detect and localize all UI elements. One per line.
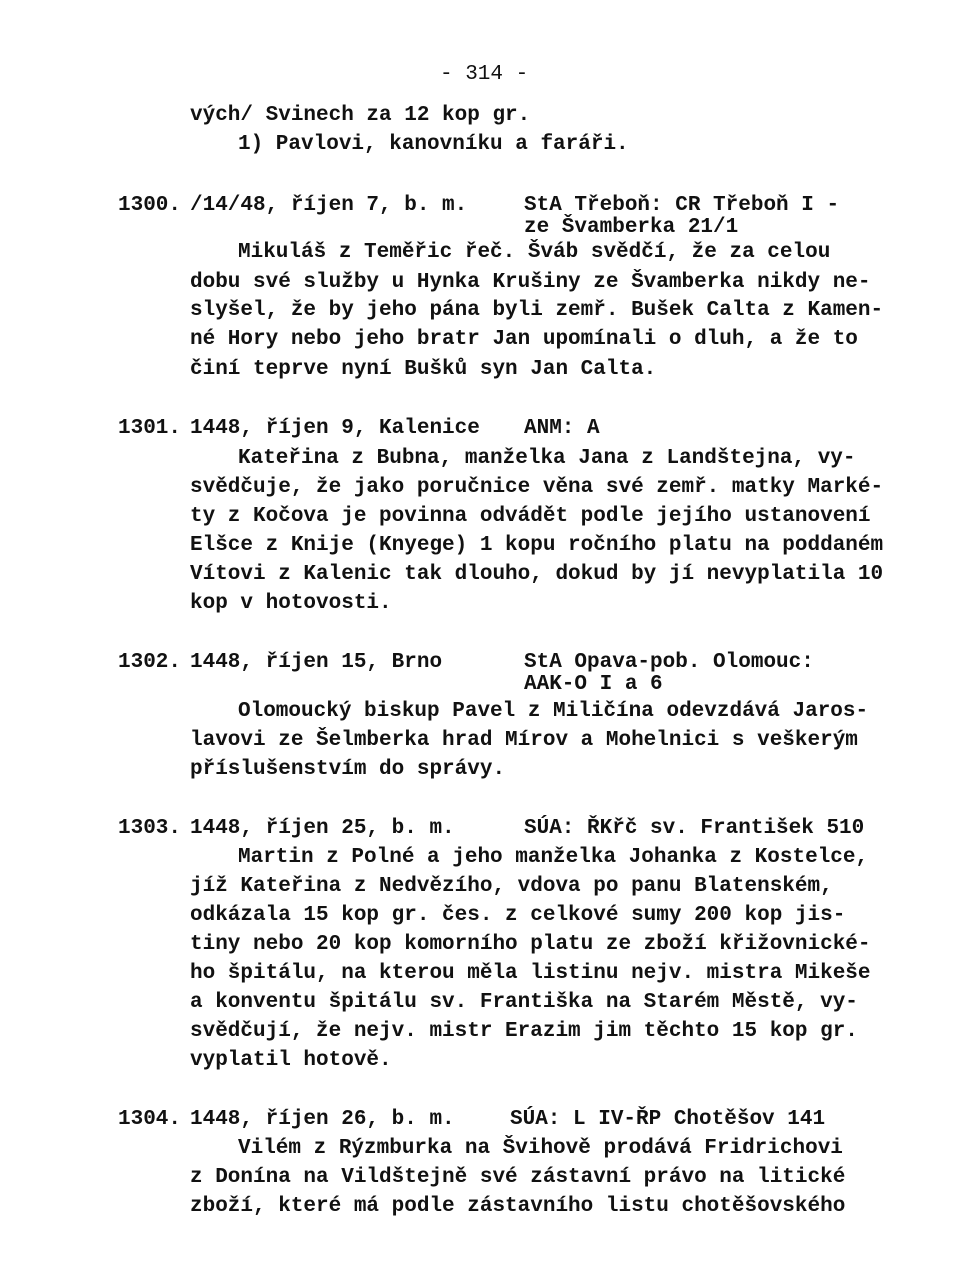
entry-date: 1448, říjen 25, b. m. — [190, 817, 455, 840]
entry-text-line: ty z Kočova je povinna odvádět podle jejího ustanovení — [190, 505, 871, 528]
entry-date: 1448, říjen 26, b. m. — [190, 1108, 455, 1131]
entry-number: 1301. — [118, 417, 182, 440]
entry-date: 1448, říjen 15, Brno — [190, 651, 443, 674]
entry-text-line: Vilém z Rýzmburka na Švihově prodává Fridrichovi — [238, 1137, 843, 1160]
entry-source: ANM: A — [524, 417, 600, 440]
entry-source: SÚA: ŘKřč sv. František 510 — [524, 817, 865, 840]
entry-source: SÚA: L IV-ŘP Chotěšov 141 — [510, 1108, 826, 1131]
entry-date: /14/48, říjen 7, b. m. — [190, 194, 468, 217]
entry-text-line: odkázala 15 kop gr. čes. z celkové sumy 200 kop jis- — [190, 904, 846, 927]
entry-text-line: kop v hotovosti. — [190, 592, 392, 615]
entry-source: AAK-O I a 6 — [524, 673, 663, 696]
entry-text-line: svědčuje, že jako poručnice věna své zemř. matky Marké- — [190, 476, 884, 499]
entry-text-line: jíž Kateřina z Nedvězího, vdova po panu Blatenském, — [190, 875, 833, 898]
entry-number: 1303. — [118, 817, 182, 840]
entry-text-line: svědčují, že nejv. mistr Erazim jim těchto 15 kop gr. — [190, 1020, 858, 1043]
entry-number: 1300. — [118, 194, 182, 217]
intro-line: 1) Pavlovi, kanovníku a faráři. — [238, 133, 629, 156]
entry-source: StA Opava-pob. Olomouc: — [524, 651, 814, 674]
entry-text-line: slyšel, že by jeho pána byli zemř. Bušek Calta z Kamen- — [190, 299, 884, 322]
entry-text-line: Martin z Polné a jeho manželka Johanka z Kostelce, — [238, 846, 869, 869]
entry-text-line: lavovi ze Šelmberka hrad Mírov a Mohelnici s veškerým — [190, 729, 858, 752]
entry-text-line: z Donína na Vildštejně své zástavní právo na litické — [190, 1166, 846, 1189]
entry-text-line: Olomoucký biskup Pavel z Miličína odevzdává Jaros- — [238, 700, 869, 723]
entry-source: ze Švamberka 21/1 — [524, 216, 739, 239]
entry-text-line: a konventu špitálu sv. Františka na Starém Městě, vy- — [190, 991, 858, 1014]
intro-line: vých/ Svinech za 12 kop gr. — [190, 104, 531, 127]
entry-date: 1448, říjen 9, Kalenice — [190, 417, 480, 440]
entry-number: 1304. — [118, 1108, 182, 1131]
entry-text-line: vyplatil hotově. — [190, 1049, 392, 1072]
entry-text-line: Mikuláš z Teměřic řeč. Šváb svědčí, že za celou — [238, 241, 831, 264]
entry-number: 1302. — [118, 651, 182, 674]
entry-text-line: příslušenstvím do správy. — [190, 758, 506, 781]
entry-text-line: né Hory nebo jeho bratr Jan upomínali o dluh, a že to — [190, 328, 858, 351]
entry-text-line: zboží, které má podle zástavního listu chotěšovského — [190, 1195, 846, 1218]
page-number: - 314 - — [440, 63, 529, 86]
entry-text-line: tiny nebo 20 kop komorního platu ze zboží křižovnické- — [190, 933, 871, 956]
entry-text-line: Kateřina z Bubna, manželka Jana z Landštejna, vy- — [238, 447, 856, 470]
entry-source: StA Třeboň: CR Třeboň I - — [524, 194, 840, 217]
entry-text-line: dobu své služby u Hynka Krušiny ze Švamberka nikdy ne- — [190, 271, 871, 294]
entry-text-line: činí teprve nyní Bušků syn Jan Calta. — [190, 358, 657, 381]
entry-text-line: ho špitálu, na kterou měla listinu nejv. mistra Mikeše — [190, 962, 871, 985]
entry-text-line: Vítovi z Kalenic tak dlouho, dokud by jí nevyplatila 10 — [190, 563, 884, 586]
entry-text-line: Elšce z Knije (Knyege) 1 kopu ročního platu na poddaném — [190, 534, 884, 557]
